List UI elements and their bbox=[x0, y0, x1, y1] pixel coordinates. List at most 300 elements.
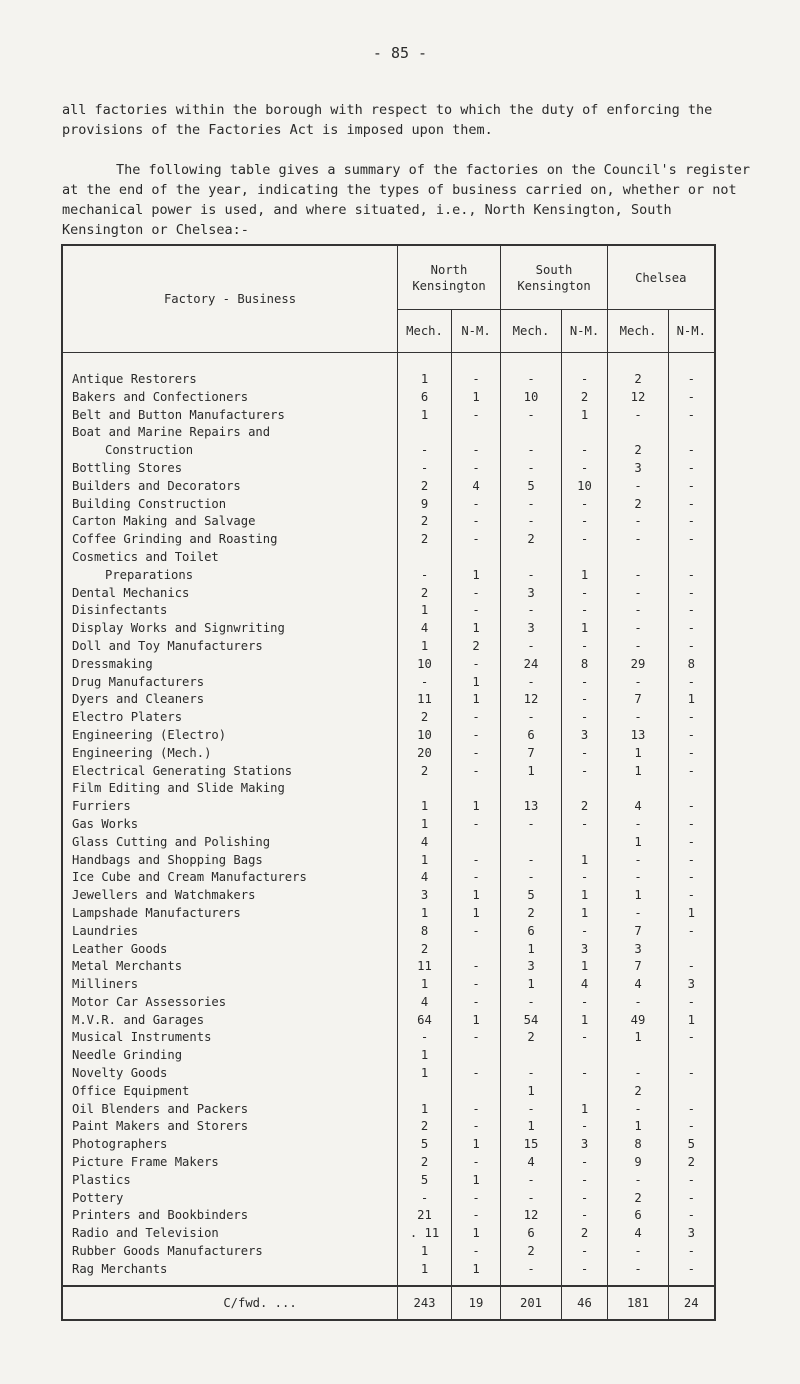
count-cell: - bbox=[501, 869, 562, 887]
business-name: Novelty Goods bbox=[62, 1065, 398, 1083]
table-row bbox=[62, 620, 715, 638]
count-cell: 1 bbox=[669, 1012, 715, 1030]
count-cell: - bbox=[501, 371, 562, 389]
count-cell: - bbox=[562, 709, 608, 727]
table-description-paragraph: The following table gives a summary of the factories on the Council's register at the end of the year, indicating the types of business carried on, whether or not mechanical power is used, and where situated, i.e., North Kensington, South Kensington or Chelsea:- bbox=[62, 162, 750, 238]
table-row bbox=[62, 1190, 715, 1208]
count-cell: - bbox=[452, 763, 501, 781]
table-body bbox=[62, 353, 715, 1286]
business-name: Construction bbox=[62, 442, 398, 460]
count-cell: 5 bbox=[501, 887, 562, 905]
count-cell: 1 bbox=[452, 1012, 501, 1030]
count-cell: - bbox=[608, 602, 669, 620]
count-cell: - bbox=[452, 585, 501, 603]
count-cell: 7 bbox=[608, 691, 669, 709]
count-cell: - bbox=[669, 585, 715, 603]
count-cell: - bbox=[669, 887, 715, 905]
count-cell: 10 bbox=[398, 656, 452, 674]
header-nm: N-M. bbox=[452, 310, 501, 353]
count-cell bbox=[452, 549, 501, 567]
carried-forward-label: C/fwd. ... bbox=[62, 1286, 398, 1320]
total-cell: 181 bbox=[608, 1286, 669, 1320]
count-cell bbox=[501, 1047, 562, 1065]
header-north-kensington: North Kensington bbox=[398, 245, 501, 310]
count-cell: - bbox=[562, 816, 608, 834]
count-cell: 6 bbox=[608, 1207, 669, 1225]
count-cell: 2 bbox=[562, 389, 608, 407]
business-name: Needle Grinding bbox=[62, 1047, 398, 1065]
count-cell: 1 bbox=[452, 620, 501, 638]
count-cell: - bbox=[452, 1207, 501, 1225]
count-cell: 2 bbox=[398, 941, 452, 959]
table-row bbox=[62, 638, 715, 656]
count-cell: 8 bbox=[608, 1136, 669, 1154]
count-cell bbox=[608, 549, 669, 567]
table-row bbox=[62, 727, 715, 745]
count-cell bbox=[669, 1083, 715, 1101]
table-row bbox=[62, 1225, 715, 1243]
count-cell: - bbox=[452, 407, 501, 425]
count-cell: 6 bbox=[501, 727, 562, 745]
count-cell: 1 bbox=[398, 407, 452, 425]
count-cell: 15 bbox=[501, 1136, 562, 1154]
count-cell: 1 bbox=[562, 620, 608, 638]
count-cell: - bbox=[669, 442, 715, 460]
business-name: Engineering (Mech.) bbox=[62, 745, 398, 763]
business-name: Ice Cube and Cream Manufacturers bbox=[62, 869, 398, 887]
business-name: Gas Works bbox=[62, 816, 398, 834]
count-cell: 2 bbox=[669, 1154, 715, 1172]
total-cell: 24 bbox=[669, 1286, 715, 1320]
count-cell: - bbox=[669, 1243, 715, 1261]
count-cell: 6 bbox=[501, 923, 562, 941]
count-cell bbox=[501, 834, 562, 852]
count-cell bbox=[562, 549, 608, 567]
count-cell: - bbox=[562, 1172, 608, 1190]
table-row bbox=[62, 460, 715, 478]
count-cell: 9 bbox=[608, 1154, 669, 1172]
count-cell: 13 bbox=[608, 727, 669, 745]
count-cell: 1 bbox=[398, 816, 452, 834]
header-nm: N-M. bbox=[669, 310, 715, 353]
table-row bbox=[62, 1083, 715, 1101]
business-name: Rubber Goods Manufacturers bbox=[62, 1243, 398, 1261]
count-cell: - bbox=[562, 513, 608, 531]
count-cell: - bbox=[669, 1207, 715, 1225]
table-row bbox=[62, 442, 715, 460]
count-cell: 1 bbox=[398, 1101, 452, 1119]
count-cell: - bbox=[501, 496, 562, 514]
count-cell: - bbox=[452, 709, 501, 727]
count-cell: 4 bbox=[398, 869, 452, 887]
count-cell: - bbox=[562, 1118, 608, 1136]
count-cell: 4 bbox=[562, 976, 608, 994]
business-name: Furriers bbox=[62, 798, 398, 816]
count-cell: 1 bbox=[608, 1029, 669, 1047]
count-cell: 1 bbox=[398, 852, 452, 870]
count-cell bbox=[669, 549, 715, 567]
count-cell: - bbox=[452, 852, 501, 870]
table-row bbox=[62, 1065, 715, 1083]
count-cell: - bbox=[669, 513, 715, 531]
count-cell: 6 bbox=[398, 389, 452, 407]
count-cell: - bbox=[562, 585, 608, 603]
count-cell: - bbox=[452, 869, 501, 887]
business-name: Photographers bbox=[62, 1136, 398, 1154]
table-row bbox=[62, 958, 715, 976]
count-cell: - bbox=[669, 994, 715, 1012]
count-cell: - bbox=[562, 1207, 608, 1225]
count-cell bbox=[562, 1047, 608, 1065]
count-cell: - bbox=[398, 1029, 452, 1047]
count-cell bbox=[452, 1083, 501, 1101]
count-cell: 3 bbox=[608, 941, 669, 959]
count-cell: - bbox=[501, 816, 562, 834]
business-name: Builders and Decorators bbox=[62, 478, 398, 496]
business-name: Bottling Stores bbox=[62, 460, 398, 478]
count-cell: - bbox=[452, 1154, 501, 1172]
table-row bbox=[62, 709, 715, 727]
count-cell: 1 bbox=[398, 905, 452, 923]
count-cell bbox=[562, 834, 608, 852]
count-cell: 1 bbox=[452, 798, 501, 816]
count-cell bbox=[562, 780, 608, 798]
count-cell: 1 bbox=[452, 887, 501, 905]
table-row bbox=[62, 1029, 715, 1047]
count-cell: - bbox=[669, 602, 715, 620]
count-cell: - bbox=[452, 727, 501, 745]
count-cell: - bbox=[669, 852, 715, 870]
count-cell: 4 bbox=[452, 478, 501, 496]
count-cell: 3 bbox=[562, 1136, 608, 1154]
business-name: Lampshade Manufacturers bbox=[62, 905, 398, 923]
count-cell: 4 bbox=[608, 976, 669, 994]
count-cell: 2 bbox=[398, 513, 452, 531]
count-cell: - bbox=[398, 674, 452, 692]
table-row bbox=[62, 478, 715, 496]
count-cell: 12 bbox=[501, 1207, 562, 1225]
table-row bbox=[62, 852, 715, 870]
count-cell: - bbox=[608, 1065, 669, 1083]
count-cell: - bbox=[501, 674, 562, 692]
count-cell: - bbox=[608, 816, 669, 834]
count-cell bbox=[669, 1047, 715, 1065]
total-cell: 201 bbox=[501, 1286, 562, 1320]
count-cell: - bbox=[452, 1243, 501, 1261]
table-row bbox=[62, 905, 715, 923]
business-name: Preparations bbox=[62, 567, 398, 585]
count-cell: - bbox=[669, 1029, 715, 1047]
count-cell bbox=[501, 424, 562, 442]
business-name: Milliners bbox=[62, 976, 398, 994]
table-row bbox=[62, 691, 715, 709]
count-cell: - bbox=[608, 1261, 669, 1286]
count-cell: 1 bbox=[608, 834, 669, 852]
business-name: Printers and Bookbinders bbox=[62, 1207, 398, 1225]
count-cell: 21 bbox=[398, 1207, 452, 1225]
count-cell: 1 bbox=[452, 691, 501, 709]
count-cell bbox=[452, 424, 501, 442]
count-cell: - bbox=[669, 709, 715, 727]
count-cell: - bbox=[452, 1101, 501, 1119]
table-row bbox=[62, 1047, 715, 1065]
count-cell: 24 bbox=[501, 656, 562, 674]
business-name: Engineering (Electro) bbox=[62, 727, 398, 745]
count-cell: 2 bbox=[608, 1083, 669, 1101]
business-name: Plastics bbox=[62, 1172, 398, 1190]
count-cell bbox=[398, 424, 452, 442]
count-cell: 2 bbox=[452, 638, 501, 656]
count-cell: . 11 bbox=[398, 1225, 452, 1243]
count-cell: 1 bbox=[398, 1261, 452, 1286]
count-cell: 1 bbox=[562, 887, 608, 905]
table-row bbox=[62, 1172, 715, 1190]
count-cell: - bbox=[452, 371, 501, 389]
count-cell: - bbox=[398, 567, 452, 585]
count-cell: - bbox=[669, 1172, 715, 1190]
header-mech: Mech. bbox=[501, 310, 562, 353]
count-cell: 1 bbox=[669, 905, 715, 923]
business-name: Film Editing and Slide Making bbox=[62, 780, 398, 798]
count-cell: - bbox=[501, 567, 562, 585]
count-cell: - bbox=[501, 1101, 562, 1119]
count-cell: 1 bbox=[501, 976, 562, 994]
count-cell: - bbox=[501, 709, 562, 727]
count-cell: 8 bbox=[398, 923, 452, 941]
count-cell: - bbox=[452, 1065, 501, 1083]
count-cell: 4 bbox=[501, 1154, 562, 1172]
count-cell: 1 bbox=[562, 407, 608, 425]
count-cell bbox=[562, 1083, 608, 1101]
count-cell: 2 bbox=[608, 1190, 669, 1208]
count-cell: 3 bbox=[608, 460, 669, 478]
count-cell: 2 bbox=[398, 531, 452, 549]
business-name: Belt and Button Manufacturers bbox=[62, 407, 398, 425]
count-cell: - bbox=[608, 407, 669, 425]
business-name: Leather Goods bbox=[62, 941, 398, 959]
count-cell: 3 bbox=[501, 585, 562, 603]
count-cell: 3 bbox=[501, 620, 562, 638]
count-cell: 1 bbox=[562, 958, 608, 976]
count-cell: - bbox=[669, 1065, 715, 1083]
count-cell: 3 bbox=[562, 941, 608, 959]
count-cell: - bbox=[562, 371, 608, 389]
count-cell: - bbox=[452, 442, 501, 460]
count-cell: 9 bbox=[398, 496, 452, 514]
count-cell: 1 bbox=[398, 371, 452, 389]
count-cell: 1 bbox=[452, 1225, 501, 1243]
business-name: Building Construction bbox=[62, 496, 398, 514]
count-cell: 1 bbox=[501, 941, 562, 959]
count-cell: 12 bbox=[608, 389, 669, 407]
count-cell: 49 bbox=[608, 1012, 669, 1030]
count-cell: 1 bbox=[501, 763, 562, 781]
count-cell: 1 bbox=[608, 745, 669, 763]
table-row bbox=[62, 496, 715, 514]
count-cell: 2 bbox=[608, 496, 669, 514]
table-row bbox=[62, 513, 715, 531]
count-cell: 1 bbox=[608, 1118, 669, 1136]
count-cell bbox=[452, 1047, 501, 1065]
count-cell bbox=[669, 941, 715, 959]
count-cell: 7 bbox=[608, 958, 669, 976]
count-cell: - bbox=[608, 674, 669, 692]
count-cell: - bbox=[608, 567, 669, 585]
table-row bbox=[62, 816, 715, 834]
count-cell: - bbox=[669, 478, 715, 496]
business-name: Cosmetics and Toilet bbox=[62, 549, 398, 567]
count-cell: 4 bbox=[398, 620, 452, 638]
count-cell: - bbox=[452, 602, 501, 620]
header-mech: Mech. bbox=[398, 310, 452, 353]
count-cell: - bbox=[501, 994, 562, 1012]
count-cell: - bbox=[669, 407, 715, 425]
table-row bbox=[62, 1012, 715, 1030]
table-row bbox=[62, 976, 715, 994]
count-cell: 2 bbox=[398, 763, 452, 781]
business-name: Handbags and Shopping Bags bbox=[62, 852, 398, 870]
count-cell: - bbox=[501, 602, 562, 620]
count-cell: 5 bbox=[501, 478, 562, 496]
count-cell: 2 bbox=[608, 371, 669, 389]
count-cell bbox=[398, 549, 452, 567]
count-cell: - bbox=[669, 674, 715, 692]
count-cell: 1 bbox=[452, 1136, 501, 1154]
count-cell: - bbox=[562, 1154, 608, 1172]
table-row bbox=[62, 602, 715, 620]
count-cell: - bbox=[608, 1172, 669, 1190]
count-cell: - bbox=[608, 1243, 669, 1261]
count-cell: 3 bbox=[669, 1225, 715, 1243]
count-cell: 1 bbox=[398, 1065, 452, 1083]
business-name: Disinfectants bbox=[62, 602, 398, 620]
business-name: Dressmaking bbox=[62, 656, 398, 674]
count-cell: 2 bbox=[398, 585, 452, 603]
count-cell: 1 bbox=[398, 602, 452, 620]
table-row bbox=[62, 407, 715, 425]
count-cell: 1 bbox=[669, 691, 715, 709]
count-cell: - bbox=[501, 407, 562, 425]
count-cell: - bbox=[562, 602, 608, 620]
count-cell: - bbox=[562, 531, 608, 549]
count-cell: - bbox=[452, 958, 501, 976]
count-cell: - bbox=[562, 442, 608, 460]
count-cell: 5 bbox=[398, 1172, 452, 1190]
count-cell: - bbox=[452, 1118, 501, 1136]
count-cell: 1 bbox=[398, 638, 452, 656]
count-cell: 64 bbox=[398, 1012, 452, 1030]
count-cell: 2 bbox=[398, 1118, 452, 1136]
count-cell: - bbox=[562, 1243, 608, 1261]
count-cell: - bbox=[608, 905, 669, 923]
business-name: Paint Makers and Storers bbox=[62, 1118, 398, 1136]
count-cell bbox=[608, 424, 669, 442]
page-number: - 85 - bbox=[372, 44, 428, 62]
business-name: Jewellers and Watchmakers bbox=[62, 887, 398, 905]
count-cell: - bbox=[562, 869, 608, 887]
count-cell: 13 bbox=[501, 798, 562, 816]
count-cell: - bbox=[398, 460, 452, 478]
business-name: Picture Frame Makers bbox=[62, 1154, 398, 1172]
count-cell: 1 bbox=[452, 905, 501, 923]
count-cell: 1 bbox=[562, 905, 608, 923]
count-cell: - bbox=[452, 460, 501, 478]
count-cell: 1 bbox=[608, 887, 669, 905]
count-cell: - bbox=[501, 1065, 562, 1083]
count-cell: 1 bbox=[398, 798, 452, 816]
business-name: Rag Merchants bbox=[62, 1261, 398, 1286]
count-cell: - bbox=[669, 816, 715, 834]
business-name: Dyers and Cleaners bbox=[62, 691, 398, 709]
count-cell: - bbox=[562, 496, 608, 514]
table-row bbox=[62, 371, 715, 389]
count-cell: - bbox=[452, 656, 501, 674]
count-cell: - bbox=[669, 567, 715, 585]
count-cell: 1 bbox=[562, 567, 608, 585]
count-cell: 1 bbox=[562, 1012, 608, 1030]
count-cell bbox=[398, 1083, 452, 1101]
count-cell: - bbox=[669, 869, 715, 887]
count-cell: 1 bbox=[562, 1101, 608, 1119]
business-name: Office Equipment bbox=[62, 1083, 398, 1101]
count-cell: 1 bbox=[398, 1047, 452, 1065]
table-row bbox=[62, 1207, 715, 1225]
count-cell: 2 bbox=[562, 1225, 608, 1243]
count-cell bbox=[562, 424, 608, 442]
business-name: Antique Restorers bbox=[62, 371, 398, 389]
count-cell bbox=[398, 780, 452, 798]
table-row bbox=[62, 567, 715, 585]
count-cell: - bbox=[669, 745, 715, 763]
count-cell: - bbox=[669, 389, 715, 407]
count-cell: - bbox=[398, 442, 452, 460]
count-cell: - bbox=[501, 638, 562, 656]
count-cell bbox=[669, 424, 715, 442]
count-cell: - bbox=[669, 620, 715, 638]
count-cell: - bbox=[452, 513, 501, 531]
business-name: Radio and Television bbox=[62, 1225, 398, 1243]
count-cell: - bbox=[669, 1118, 715, 1136]
count-cell: - bbox=[608, 869, 669, 887]
count-cell: 7 bbox=[501, 745, 562, 763]
count-cell: 1 bbox=[608, 763, 669, 781]
count-cell: 1 bbox=[452, 674, 501, 692]
count-cell: 1 bbox=[562, 852, 608, 870]
header-factory-business: Factory - Business bbox=[62, 245, 398, 353]
count-cell: - bbox=[452, 1190, 501, 1208]
carried-forward-row bbox=[62, 1286, 715, 1320]
header-south-kensington: South Kensington bbox=[501, 245, 608, 310]
count-cell: 8 bbox=[669, 656, 715, 674]
count-cell: - bbox=[452, 1029, 501, 1047]
count-cell: 4 bbox=[398, 994, 452, 1012]
count-cell bbox=[452, 941, 501, 959]
count-cell: 2 bbox=[562, 798, 608, 816]
business-name: Glass Cutting and Polishing bbox=[62, 834, 398, 852]
count-cell bbox=[452, 834, 501, 852]
count-cell: 12 bbox=[501, 691, 562, 709]
count-cell: 3 bbox=[562, 727, 608, 745]
table-row bbox=[62, 531, 715, 549]
total-cell: 19 bbox=[452, 1286, 501, 1320]
count-cell: - bbox=[669, 1261, 715, 1286]
count-cell: - bbox=[669, 496, 715, 514]
business-name: Musical Instruments bbox=[62, 1029, 398, 1047]
count-cell: 11 bbox=[398, 691, 452, 709]
count-cell: - bbox=[608, 852, 669, 870]
count-cell: 5 bbox=[398, 1136, 452, 1154]
count-cell: - bbox=[452, 994, 501, 1012]
